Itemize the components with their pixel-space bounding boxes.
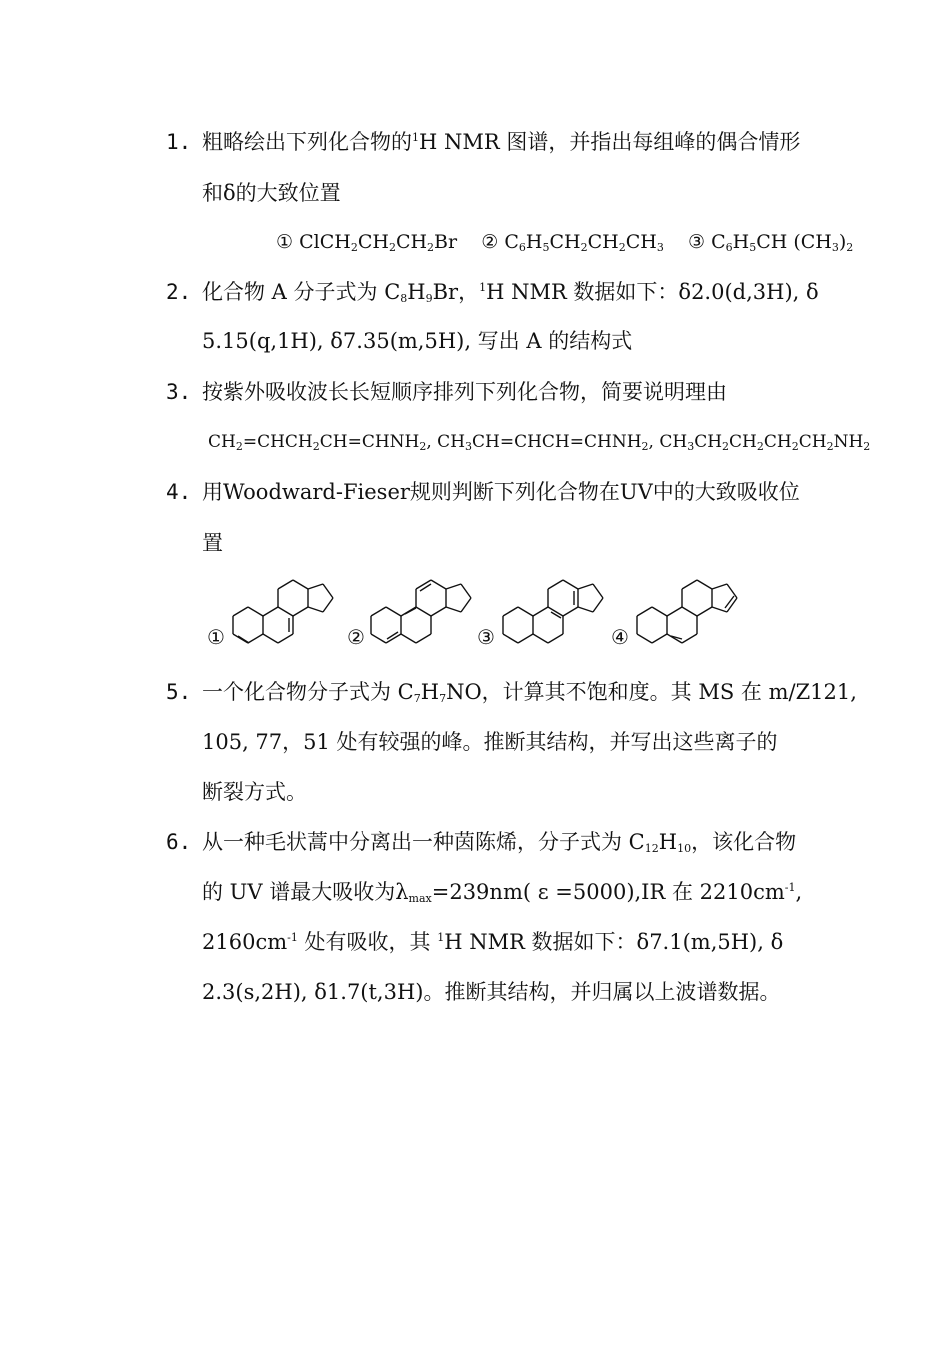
q4-number: 4. <box>166 480 192 504</box>
structure-label-2: ② <box>347 625 365 649</box>
compound-2: ② $C_6H_5CH_2CH_2CH_3$ <box>481 231 664 254</box>
q1-line-1: 1. 粗略绘出下列化合物的$^1$H NMR 图谱，并指出每组峰的偶合情形 <box>166 130 801 154</box>
q1-compounds <box>276 229 853 255</box>
q1-line-2: 和δ的大致位置 <box>202 181 341 205</box>
structure-4 <box>611 580 737 649</box>
q5-number: 5. <box>166 680 192 704</box>
q6-line-2: 的 UV 谱最大吸收为$\lambda_{max}=239nm$( ε =5000),IR 在 $2210cm^{-1}$, <box>202 880 803 905</box>
q3-number: 3. <box>166 380 192 404</box>
q4-line-2: 置 <box>202 531 223 555</box>
q3-compounds: $CH_2=CHCH_2CH=CHNH_2$, $CH_3CH=CHCH=CHNH_2$, $CH_3CH_2CH_2CH_2CH_2NH_2$ <box>208 432 871 453</box>
q6-line-3: $2160cm^{-1}$ 处有吸收，其 $^1$H NMR 数据如下：δ7.1(m,5H), δ <box>202 930 784 954</box>
q5-line-2: 105, 77，51 处有较强的峰。推断其结构，并写出这些离子的 <box>202 730 778 754</box>
q5-line-3: 断裂方式。 <box>202 780 307 804</box>
steroid-structures <box>205 572 765 654</box>
q6-line-4: 2.3(s,2H), δ1.7(t,3H)。推断其结构，并归属以上波谱数据。 <box>202 980 781 1004</box>
structure-label-1: ① <box>207 625 225 649</box>
q2-line-2: 5.15(q,1H), δ7.35(m,5H), 写出 A 的结构式 <box>202 329 633 353</box>
q2-line-1: 2. 化合物 A 分子式为 $C_8H_9Br$，$^1$H NMR 数据如下：δ2.0(d,3H), δ <box>166 280 819 305</box>
structure-1 <box>207 580 333 649</box>
compound-1: ① $ClCH_2CH_2CH_2Br$ <box>276 231 458 254</box>
q5-line-1: 5. 一个化合物分子式为 $C_7H_7NO$，计算其不饱和度。其 MS 在 m/Z121, <box>166 680 857 705</box>
structure-label-4: ④ <box>611 625 629 649</box>
structure-2 <box>347 580 471 649</box>
q2-number: 2. <box>166 280 192 304</box>
q1-text-a: 粗略绘出下列化合物的 <box>202 130 412 154</box>
q3-line-1: 3. 按紫外吸收波长长短顺序排列下列化合物，简要说明理由 <box>166 380 727 404</box>
q1-text-b: H NMR 图谱，并指出每组峰的偶合情形 <box>419 130 801 154</box>
structure-3 <box>477 580 603 649</box>
structure-label-3: ③ <box>477 625 495 649</box>
q4-line-1: 4. 用Woodward-Fieser规则判断下列化合物在UV中的大致吸收位 <box>166 480 800 504</box>
q6-line-1: 6. 从一种毛状蒿中分离出一种茵陈烯，分子式为 $C_{12}H_{10}$，该化合物 <box>166 830 797 855</box>
compound-3: ③ $C_6H_5CH$ $(CH_3)_2$ <box>687 231 854 254</box>
q1-number: 1. <box>166 130 192 154</box>
q6-number: 6. <box>166 830 192 854</box>
